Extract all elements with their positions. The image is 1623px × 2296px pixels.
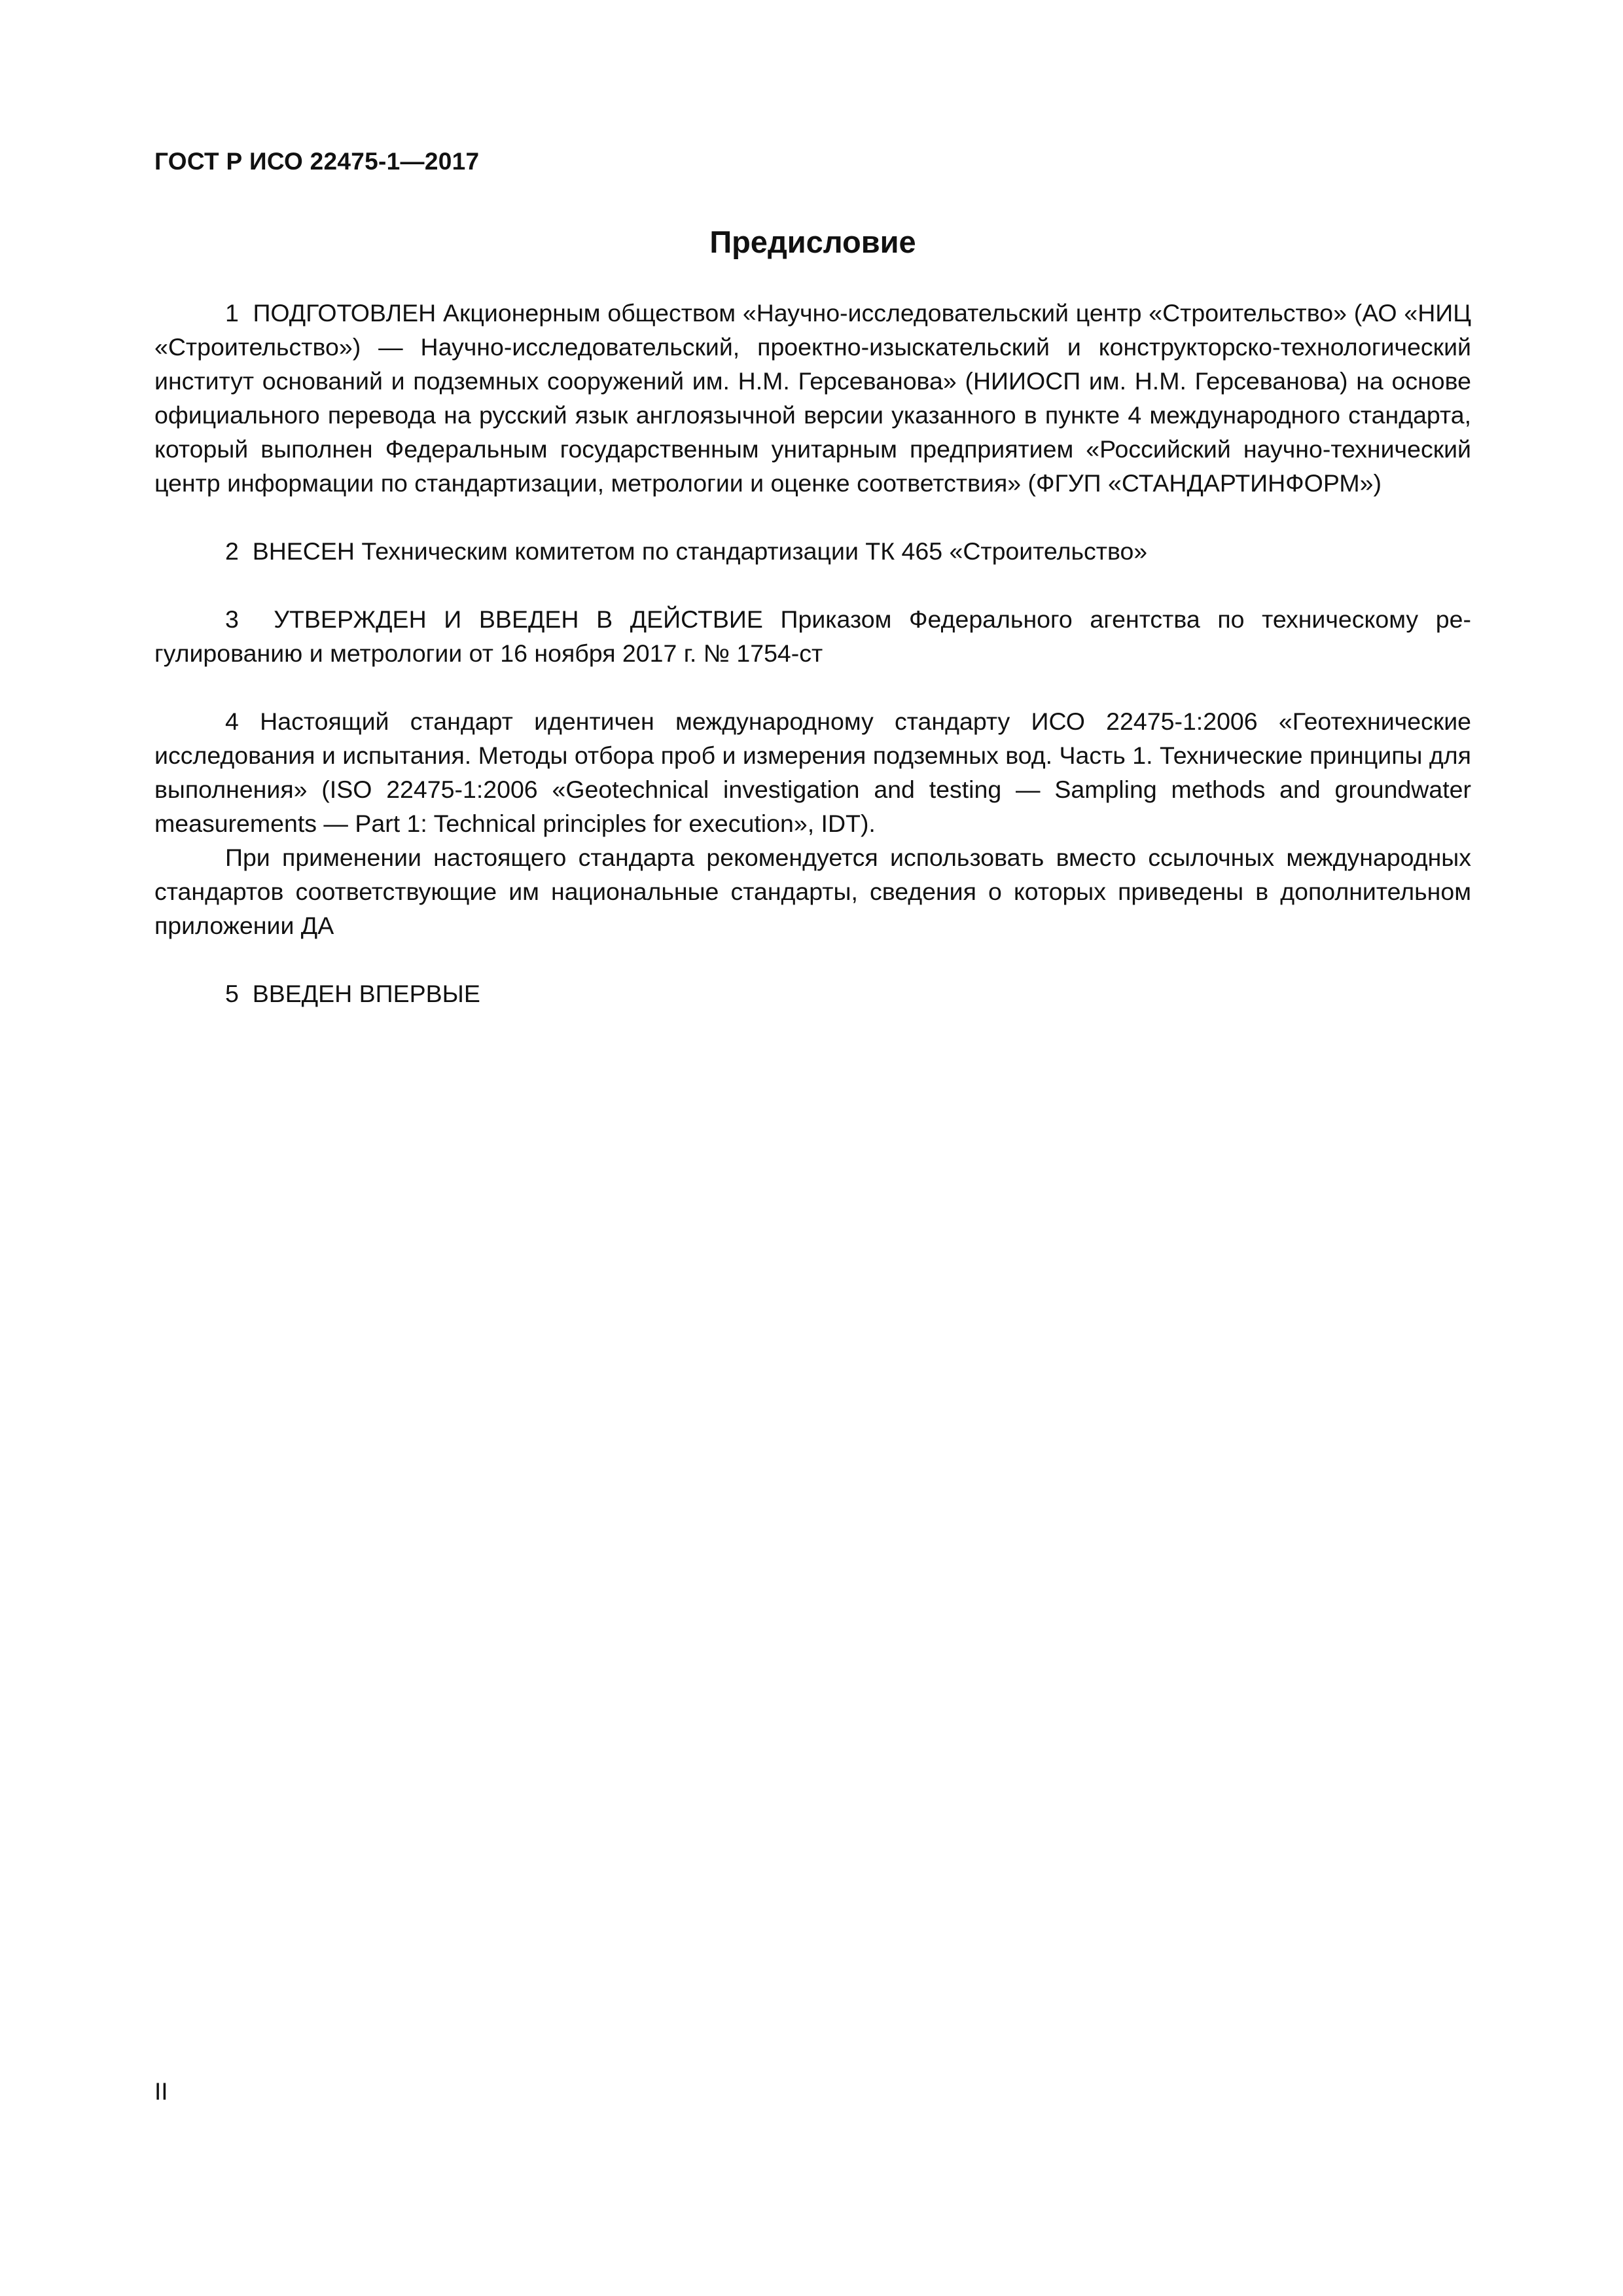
page-number: II	[154, 2078, 168, 2105]
foreword-body	[154, 296, 1471, 1011]
page-title: Предисловие	[709, 224, 916, 259]
item-number: 2	[225, 537, 239, 565]
item-lead: ВВЕДЕН ВПЕРВЫЕ	[252, 980, 480, 1007]
foreword-item-2	[154, 534, 1471, 568]
item-lead: ВНЕСЕН	[252, 537, 355, 565]
item-number: 5	[225, 980, 239, 1007]
item-text: Акционерным обществом «Научно-исследовательский центр «Строительство» (АО «НИЦ «Строительство») — Научно-исследовательский, проектно-изыскательский и конструкторско-технологический институт оснований и подземных сооружений им. Н.М. Герсеванова» (НИИОСП им. Н.М. Герсеванова) на основе официального перевода на русский язык англоязычной версии указанного в пункте 4 международного стандарта, который выполнен Федеральным государственным унитарным предприятием «Российский научно-технический центр информации по стандартизации, метрологии и оценке соответствия» (ФГУП «СТАНДАРТИНФОРМ»)	[154, 299, 1471, 497]
item-number: 4	[225, 708, 239, 735]
item-text: Настоящий стандарт идентичен международному стандарту ИСО 22475-1:2006 «Геотехнические исследования и испытания. Методы отбора проб и измерения подземных вод. Часть 1. Технические принципы для выполнения» (ISO 22475-1:2006 «Geotechnical investigation and testing — Sampling methods and groundwater measurements — Part 1: Technical principles for execution», IDT).	[154, 708, 1472, 837]
foreword-item-3	[154, 602, 1471, 670]
item-text: При применении настоящего стандарта рекомендуется использовать вместо ссылочных международных стандартов соответствующие им национальные стандарты, сведения о которых приведены в дополнительном приложении ДА	[154, 844, 1471, 939]
item-number: 3	[225, 605, 239, 633]
item-number: 1	[225, 299, 239, 327]
foreword-item-5	[154, 977, 1471, 1011]
foreword-item-4	[154, 704, 1471, 840]
document-designation: ГОСТ Р ИСО 22475-1—2017	[154, 148, 480, 175]
foreword-item-1	[154, 296, 1471, 500]
item-text: Техническим комитетом по стандартизации ТК 465 «Строительство»	[361, 537, 1148, 565]
foreword-item-4-note	[154, 840, 1471, 942]
item-lead: ПОДГОТОВЛЕН	[253, 299, 437, 327]
item-text: Приказом Федерального агентства по техническому регулированию и метрологии от 16 ноября 2017 г. № 1754-ст	[154, 605, 1472, 667]
item-lead: УТВЕРЖДЕН И ВВЕДЕН В ДЕЙСТВИЕ	[274, 605, 763, 633]
